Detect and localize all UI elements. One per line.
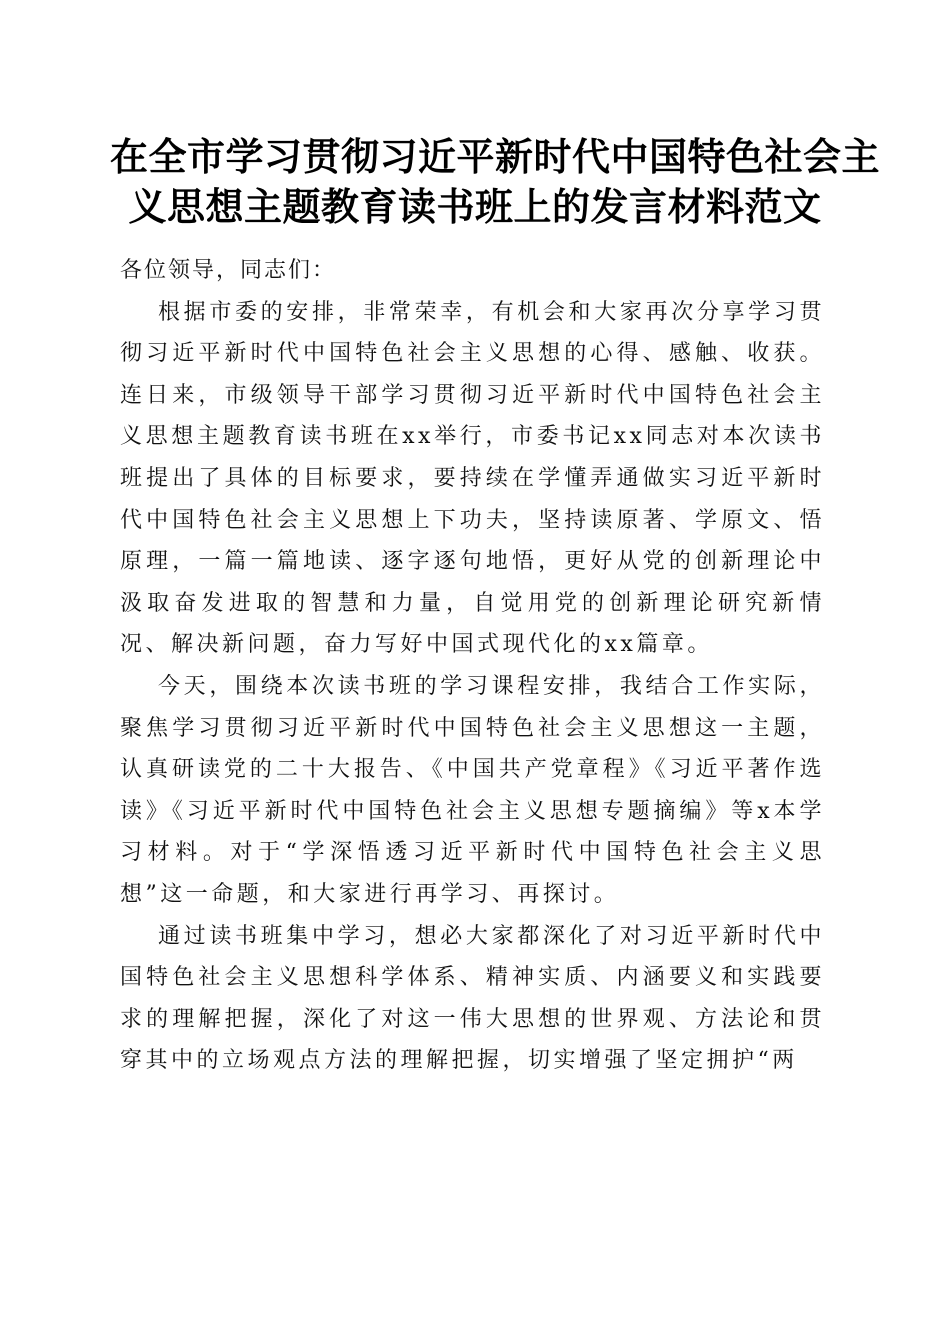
document-title bbox=[110, 132, 881, 232]
document-body bbox=[120, 250, 825, 1082]
paragraph-1: 根据市委的安排，非常荣幸，有机会和大家再次分享学习贯彻习近平新时代中国特色社会主义思想的心得、感触、收获。连日来，市级领导干部学习贯彻习近平新时代中国特色社会主义思想主题教育读书班在xx举行，市委书记xx同志对本次读书班提出了具体的目标要求，要持续在学懂弄通做实习近平新时代中国特色社会主义思想上下功夫，坚持读原著、学原文、悟原理，一篇一篇地读、逐字逐句地悟，更好从党的创新理论中汲取奋发进取的智慧和力量，自觉用党的创新理论研究新情况、解决新问题，奋力写好中国式现代化的xx篇章。 bbox=[120, 299, 825, 658]
paragraph-3: 通过读书班集中学习，想必大家都深化了对习近平新时代中国特色社会主义思想科学体系、精神实质、内涵要义和实践要求的理解把握，深化了对这一伟大思想的世界观、方法论和贯穿其中的立场观点方法的理解把握，切实增强了坚定拥护“两 bbox=[120, 923, 825, 1074]
paragraph-2: 今天，围绕本次读书班的学习课程安排，我结合工作实际，聚焦学习贯彻习近平新时代中国特色社会主义思想这一主题，认真研读党的二十大报告、《中国共产党章程》《习近平著作选读》《习近平新时代中国特色社会主义思想专题摘编》等x本学习材料。对于“学深悟透习近平新时代中国特色社会主义思想”这一命题，和大家进行再学习、再探讨。 bbox=[120, 673, 825, 907]
salutation: 各位领导，同志们： bbox=[120, 258, 337, 283]
title-line-1: 在全市学习贯彻习近平新时代中国特色社会主 bbox=[110, 134, 881, 179]
title-line-2: 义思想主题教育读书班上的发言材料范文 bbox=[128, 184, 822, 229]
